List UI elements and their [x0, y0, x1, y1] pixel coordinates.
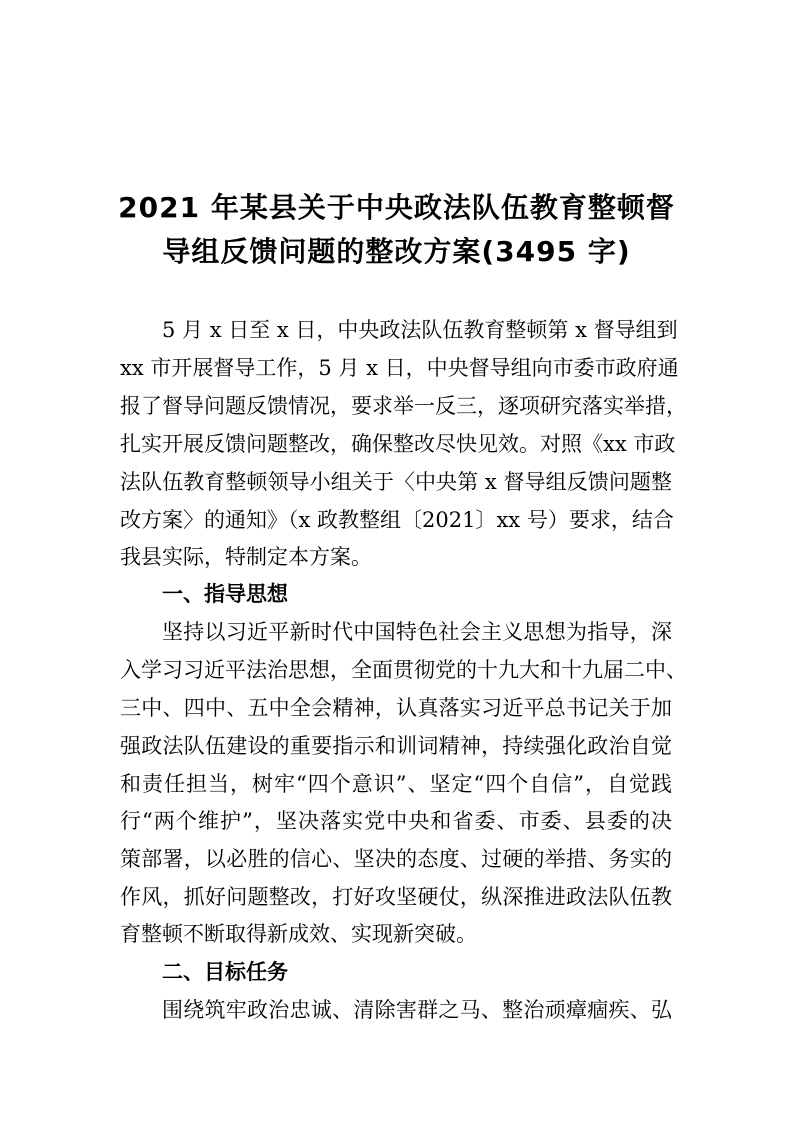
paragraph-1-line: 报了督导问题反馈情况，要求举一反三，逐项研究落实举措， — [120, 394, 687, 418]
paragraph-2-line: 强政法队伍建设的重要指示和训词精神，持续强化政治自觉 — [120, 734, 672, 758]
paragraph-1-line: 5 月 x 日至 x 日，中央政法队伍教育整顿第 x 督导组到 — [162, 318, 678, 342]
paragraph-1-line: 法队伍教育整顿领导小组关于〈中央第 x 督导组反馈问题整 — [120, 470, 672, 494]
paragraph-1-line: 改方案〉的通知》（x 政教整组〔2021〕xx 号）要求，结合 — [120, 508, 674, 532]
paragraph-2-line: 入学习习近平法治思想，全面贯彻党的十九大和十九届二中、 — [120, 658, 687, 682]
section-heading-guiding-ideology: 一、指导思想 — [162, 582, 288, 606]
paragraph-3-line: 围绕筑牢政治忠诚、清除害群之马、整治顽瘴痼疾、弘 — [162, 998, 672, 1022]
document-title-line-2: 导组反馈问题的整改方案(3495 字) — [162, 235, 631, 268]
paragraph-2-line: 育整顿不断取得新成效、实现新突破。 — [120, 922, 477, 946]
paragraph-2-line: 和责任担当，树牢“四个意识”、坚定“四个自信”，自觉践 — [120, 772, 672, 796]
paragraph-1-line: xx 市开展督导工作，5 月 x 日，中央督导组向市委市政府通 — [120, 356, 679, 380]
paragraph-2-line: 作风，抓好问题整改，打好攻坚硬仗，纵深推进政法队伍教 — [120, 885, 672, 909]
section-heading-goals-tasks: 二、目标任务 — [162, 960, 288, 984]
document-title-line-1: 2021 年某县关于中央政法队伍教育整顿督 — [118, 191, 675, 224]
paragraph-2-line: 三中、四中、五中全会精神，认真落实习近平总书记关于加 — [120, 696, 672, 720]
paragraph-2-line: 行“两个维护”，坚决落实党中央和省委、市委、县委的决 — [120, 809, 672, 833]
paragraph-2-line: 坚持以习近平新时代中国特色社会主义思想为指导，深 — [162, 620, 672, 644]
paragraph-1-line: 扎实开展反馈问题整改，确保整改尽快见效。对照《xx 市政 — [120, 432, 676, 456]
paragraph-1-line: 我县实际，特制定本方案。 — [120, 545, 372, 569]
paragraph-2-line: 策部署，以必胜的信心、坚决的态度、过硬的举措、务实的 — [120, 847, 672, 871]
